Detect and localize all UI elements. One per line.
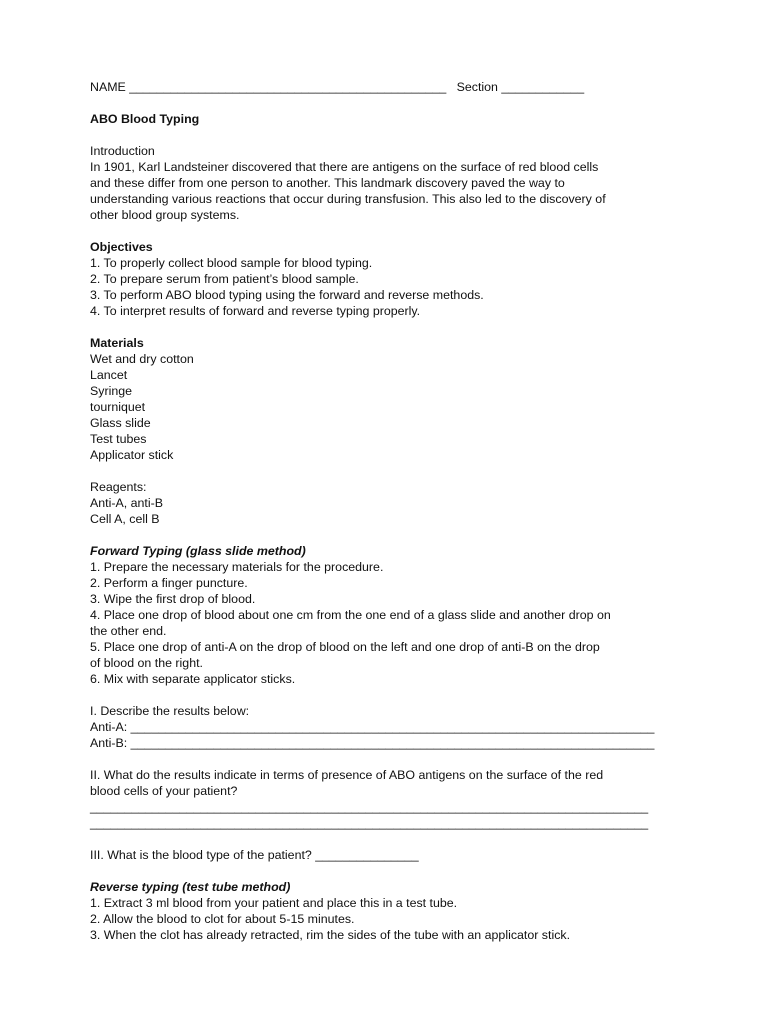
worksheet-content <box>90 79 690 943</box>
material-item: Glass slide <box>90 416 151 430</box>
introduction-line: and these differ from one person to another. This landmark discovery paved the way to <box>90 176 565 190</box>
material-item: Wet and dry cotton <box>90 352 194 366</box>
anti-a-answer-blank: ____________________________________________________________________________ <box>130 720 655 734</box>
forward-step: 3. Wipe the first drop of blood. <box>90 592 256 606</box>
reverse-step: 3. When the clot has already retracted, rim the sides of the tube with an applicator stick. <box>90 928 571 942</box>
introduction-line: In 1901, Karl Landsteiner discovered that there are antigens on the surface of red blood cells <box>90 160 599 174</box>
forward-step: 2. Perform a finger puncture. <box>90 576 248 590</box>
objective-item: 2. To prepare serum from patient’s blood sample. <box>90 272 359 286</box>
spacer <box>90 223 690 239</box>
introduction-line: other blood group systems. <box>90 208 240 222</box>
spacer <box>90 863 690 879</box>
forward-typing-heading: Forward Typing (glass slide method) <box>90 544 306 558</box>
anti-b-label: Anti-B: <box>90 736 128 750</box>
header-row <box>90 79 690 95</box>
document-title: ABO Blood Typing <box>90 112 200 126</box>
forward-step: of blood on the right. <box>90 656 203 670</box>
spacer <box>90 527 690 543</box>
name-label: NAME <box>90 80 126 94</box>
introduction-heading: Introduction <box>90 144 155 158</box>
question-1-prompt: I. Describe the results below: <box>90 704 250 718</box>
spacer <box>90 687 690 703</box>
question-2-line: II. What do the results indicate in terms of presence of ABO antigens on the surface of the red <box>90 768 604 782</box>
question-2-answer-blank: _________________________________________________________________________________ <box>90 816 649 830</box>
material-item: Lancet <box>90 368 128 382</box>
question-2-answer-blank: _________________________________________________________________________________ <box>90 800 649 814</box>
forward-step: 5. Place one drop of anti-A on the drop of blood on the left and one drop of anti-B on the drop <box>90 640 600 654</box>
forward-step: 4. Place one drop of blood about one cm from the one end of a glass slide and another drop on <box>90 608 611 622</box>
forward-step: the other end. <box>90 624 167 638</box>
section-blank: ____________ <box>501 80 585 94</box>
reagent-item: Anti-A, anti-B <box>90 496 163 510</box>
material-item: Test tubes <box>90 432 147 446</box>
objective-item: 4. To interpret results of forward and reverse typing properly. <box>90 304 421 318</box>
spacer <box>90 751 690 767</box>
spacer <box>90 831 690 847</box>
question-3-answer-blank: _______________ <box>315 848 419 862</box>
spacer <box>90 95 690 111</box>
introduction-line: understanding various reactions that occur during transfusion. This also led to the discovery of <box>90 192 606 206</box>
question-2-line: blood cells of your patient? <box>90 784 238 798</box>
materials-heading: Materials <box>90 336 144 350</box>
objectives-heading: Objectives <box>90 240 153 254</box>
forward-step: 1. Prepare the necessary materials for the procedure. <box>90 560 384 574</box>
spacer <box>90 319 690 335</box>
objective-item: 3. To perform ABO blood typing using the forward and reverse methods. <box>90 288 484 302</box>
material-item: Syringe <box>90 384 133 398</box>
question-3-prompt: III. What is the blood type of the patient? <box>90 848 312 862</box>
reverse-step: 1. Extract 3 ml blood from your patient and place this in a test tube. <box>90 896 458 910</box>
reverse-typing-heading: Reverse typing (test tube method) <box>90 880 291 894</box>
spacer <box>90 127 690 143</box>
anti-b-answer-blank: ____________________________________________________________________________ <box>130 736 655 750</box>
spacer <box>90 463 690 479</box>
reverse-step: 2. Allow the blood to clot for about 5-15 minutes. <box>90 912 355 926</box>
section-label: Section <box>456 80 498 94</box>
anti-a-answer-row <box>90 719 690 735</box>
question-3-row <box>90 847 690 863</box>
material-item: tourniquet <box>90 400 146 414</box>
material-item: Applicator stick <box>90 448 174 462</box>
reagent-item: Cell A, cell B <box>90 512 160 526</box>
name-blank: ______________________________________________ <box>129 80 447 94</box>
objective-item: 1. To properly collect blood sample for blood typing. <box>90 256 373 270</box>
anti-a-label: Anti-A: <box>90 720 128 734</box>
reagents-heading: Reagents: <box>90 480 147 494</box>
forward-step: 6. Mix with separate applicator sticks. <box>90 672 296 686</box>
anti-b-answer-row <box>90 735 690 751</box>
